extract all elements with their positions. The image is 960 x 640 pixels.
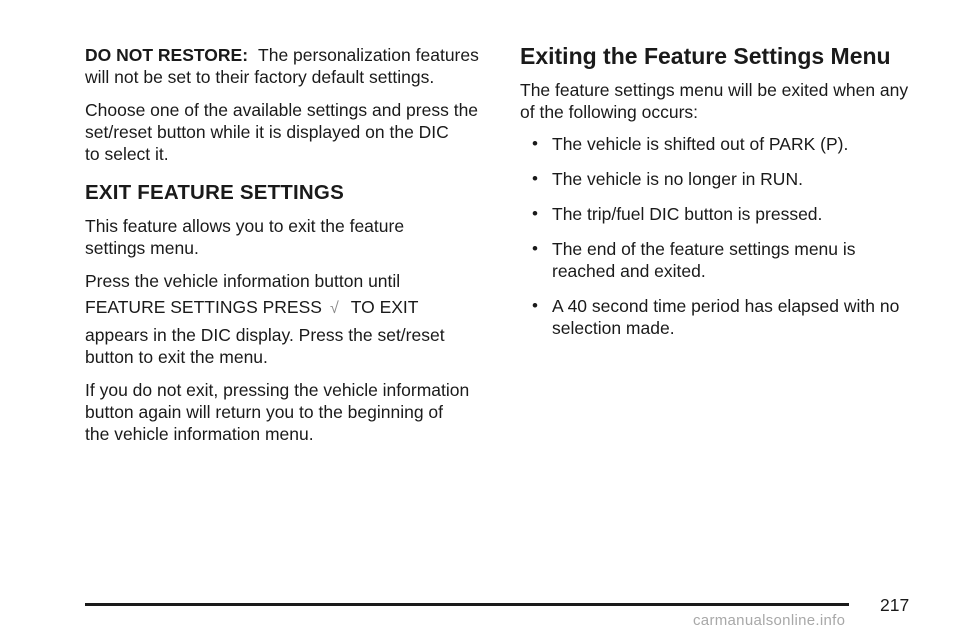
bullet-icon: • bbox=[532, 204, 538, 223]
not-exit-paragraph: If you do not exit, pressing the vehicle information button again will return you to the beginning of the vehicle information menu. bbox=[85, 380, 470, 444]
restore-text: will not be set to their factory default settings. bbox=[85, 67, 435, 87]
press-paragraph: Press the vehicle information button until FEATURE SETTINGS PRESS √ TO EXIT appears in the DIC display. Press the set/reset button to exit the menu. bbox=[85, 271, 445, 367]
choose-paragraph: Choose one of the available settings and press the set/reset button while it is displayed on the DIC to select it. bbox=[85, 100, 479, 164]
left-column bbox=[85, 44, 495, 456]
list-item: • The vehicle is no longer in RUN. bbox=[532, 169, 803, 189]
exit-feature-settings-heading: EXIT FEATURE SETTINGS bbox=[85, 181, 344, 204]
restore-text: The personalization features bbox=[258, 45, 479, 65]
exit-intro-paragraph: This feature allows you to exit the feature settings menu. bbox=[85, 216, 405, 258]
list-item: • The end of the feature settings menu is reached and exited. bbox=[532, 239, 856, 281]
exiting-menu-heading: Exiting the Feature Settings Menu bbox=[520, 43, 891, 69]
footer-rule bbox=[85, 603, 849, 606]
exit-conditions-list bbox=[520, 133, 925, 339]
restore-lead: DO NOT RESTORE: bbox=[85, 45, 249, 65]
check-mark-icon: √ bbox=[329, 300, 339, 317]
list-item: • The vehicle is shifted out of PARK (P). bbox=[532, 134, 849, 154]
bullet-icon: • bbox=[532, 239, 538, 258]
page-number: 217 bbox=[880, 595, 910, 615]
right-column bbox=[520, 42, 925, 352]
bullet-icon: • bbox=[532, 169, 538, 188]
list-item: • The trip/fuel DIC button is pressed. bbox=[532, 204, 823, 224]
bullet-icon: • bbox=[532, 134, 538, 153]
watermark: carmanualsonline.info bbox=[693, 612, 846, 629]
bullet-icon: • bbox=[532, 296, 538, 315]
exit-conditions-intro: The feature settings menu will be exited when any of the following occurs: bbox=[520, 80, 909, 122]
restore-paragraph bbox=[85, 44, 495, 88]
list-item: • A 40 second time period has elapsed with no selection made. bbox=[532, 296, 900, 338]
